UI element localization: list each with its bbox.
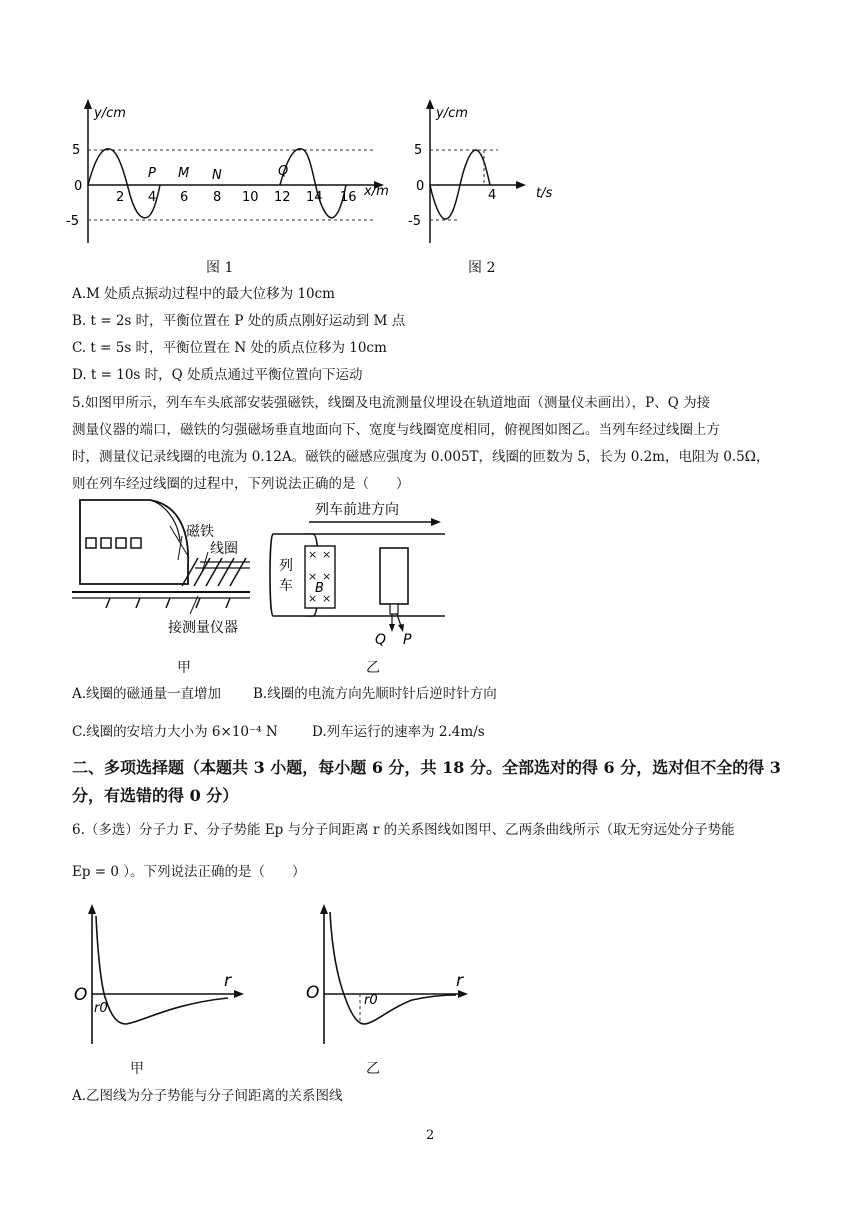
q4-option-c: C. t = 5s 时，平衡位置在 N 处的质点位移为 10cm	[72, 340, 387, 356]
fig1-y-axis-label: y/cm	[94, 106, 126, 121]
q5-jia-label-coil: 线圈	[210, 541, 238, 557]
q4-option-d: D. t = 10s 时，Q 处质点通过平衡位置向下运动	[72, 367, 363, 383]
fig1-x-tick-6: 6	[180, 190, 189, 205]
q6-jia-r0: r0	[94, 1001, 108, 1016]
q6-figure-yi-caption: 乙	[366, 1061, 380, 1077]
q6-stem-line-2: Ep = 0 ）。下列说法正确的是（ ）	[72, 864, 306, 880]
q6-yi-curve	[330, 912, 456, 1024]
q6-jia-axis-r: r	[224, 971, 231, 991]
q5-option-b: B.线圈的电流方向先顺时针后逆时针方向	[253, 686, 497, 702]
q6-option-a: A.乙图线为分子势能与分子间距离的关系图线	[72, 1088, 343, 1104]
fig1-point-q: Q	[278, 164, 289, 179]
q5-option-a: A.线圈的磁通量一直增加	[72, 686, 222, 702]
fig1-wave-curve-left	[88, 149, 160, 218]
svg-text:×: ×	[308, 570, 318, 583]
fig1-y-tick-neg5: -5	[66, 214, 79, 229]
fig1-x-tick-2: 2	[116, 190, 125, 205]
fig2-y-axis-label: y/cm	[436, 106, 468, 121]
svg-text:×: ×	[308, 592, 318, 605]
q5-jia-label-instrument: 接测量仪器	[168, 620, 238, 636]
q4-option-b: B. t = 2s 时，平衡位置在 P 处的质点刚好运动到 M 点	[72, 313, 406, 329]
fig1-point-p: P	[148, 166, 156, 181]
fig1-x-tick-16: 16	[340, 190, 357, 205]
q5-yi-port-q: Q	[375, 632, 387, 648]
q5-yi-port-p: P	[403, 632, 412, 648]
q6-yi-r0: r0	[364, 993, 378, 1008]
fig1-point-n: N	[212, 168, 222, 183]
q5-yi-field-b: B	[315, 581, 324, 596]
q4-option-a: A.M 处质点振动过程中的最大位移为 10cm	[72, 286, 335, 302]
q6-yi-axis-r: r	[456, 971, 463, 991]
fig2-x-tick-4: 4	[488, 188, 497, 203]
q6-jia-origin: O	[74, 985, 88, 1005]
q5-figure-jia-train	[70, 496, 255, 646]
fig1-x-tick-14: 14	[306, 190, 323, 205]
svg-text:×: ×	[322, 548, 332, 561]
page-number: 2	[426, 1128, 435, 1143]
q6-jia-curve	[96, 916, 228, 1024]
q5-yi-train-char-1: 列	[279, 558, 293, 574]
q5-figure-yi-top-view	[265, 498, 450, 648]
fig1-x-tick-8: 8	[213, 190, 222, 205]
fig2-y-tick-neg5: -5	[408, 214, 421, 229]
fig1-y-tick-0: 0	[74, 179, 83, 194]
fig2-x-axis-label: t/s	[536, 186, 553, 201]
fig2-y-tick-0: 0	[416, 179, 425, 194]
q5-figure-jia-caption: 甲	[177, 660, 191, 676]
svg-text:×: ×	[322, 592, 332, 605]
fig1-x-tick-10: 10	[242, 190, 259, 205]
q5-jia-label-magnet: 磁铁	[186, 524, 214, 540]
fig1-wave-curve-right-2	[280, 150, 318, 217]
q5-figure-yi-caption: 乙	[366, 660, 380, 676]
fig2-y-tick-5: 5	[414, 143, 423, 158]
fig1-wave-curve-right	[280, 149, 346, 218]
q5-yi-direction-label: 列车前进方向	[315, 502, 399, 518]
q5-option-d: D.列车运行的速率为 2.4m/s	[312, 724, 485, 740]
q5-option-c: C.线圈的安培力大小为 6×10⁻⁴ N	[72, 724, 278, 740]
figure-1-caption: 图 1	[206, 260, 234, 276]
svg-text:×: ×	[322, 570, 332, 583]
figure-2-caption: 图 2	[468, 260, 496, 276]
q5-stem-line-1: 5.如图甲所示，列车车头底部安装强磁铁，线圈及电流测量仪埋设在轨道地面（测量仪未画出），P、Q 为接	[72, 395, 711, 411]
q5-yi-train-char-2: 车	[279, 578, 293, 594]
q5-stem-line-4: 则在列车经过线圈的过程中，下列说法正确的是（ ）	[72, 476, 410, 492]
q5-stem-line-3: 时，测量仪记录线圈的电流为 0.12A。磁铁的磁感应强度为 0.005T，线圈的匝数为 5，长为 0.2m，电阻为 0.5Ω，	[72, 449, 770, 465]
q6-stem-line-1: 6.（多选）分子力 F、分子势能 Ep 与分子间距离 r 的关系图线如图甲、乙两条曲线所示（取无穷远处分子势能	[72, 822, 735, 838]
svg-text:×: ×	[308, 548, 318, 561]
fig1-y-tick-5: 5	[72, 143, 81, 158]
q6-figure-yi-potential-curve	[300, 900, 485, 1050]
fig1-x-tick-12: 12	[274, 190, 291, 205]
q6-yi-origin: O	[306, 983, 320, 1003]
section-2-heading: 二、多项选择题（本题共 3 小题，每小题 6 分，共 18 分。全部选对的得 6 分，选对但不全的得 3 分，有选错的得 0 分）	[72, 758, 781, 805]
q6-figure-jia-force-curve	[70, 900, 255, 1050]
fig1-point-m: M	[178, 166, 190, 181]
q5-stem-line-2: 测量仪器的端口，磁铁的匀强磁场垂直地面向下、宽度与线圈宽度相同，俯视图如图乙。当列车经过线圈上方	[72, 422, 720, 438]
q6-figure-jia-caption: 甲	[130, 1061, 144, 1077]
figure-1-wave-graph	[60, 95, 400, 255]
figure-2-vibration-graph	[400, 95, 570, 255]
fig1-x-tick-4: 4	[148, 190, 157, 205]
fig1-x-axis-label: x/m	[364, 184, 389, 199]
